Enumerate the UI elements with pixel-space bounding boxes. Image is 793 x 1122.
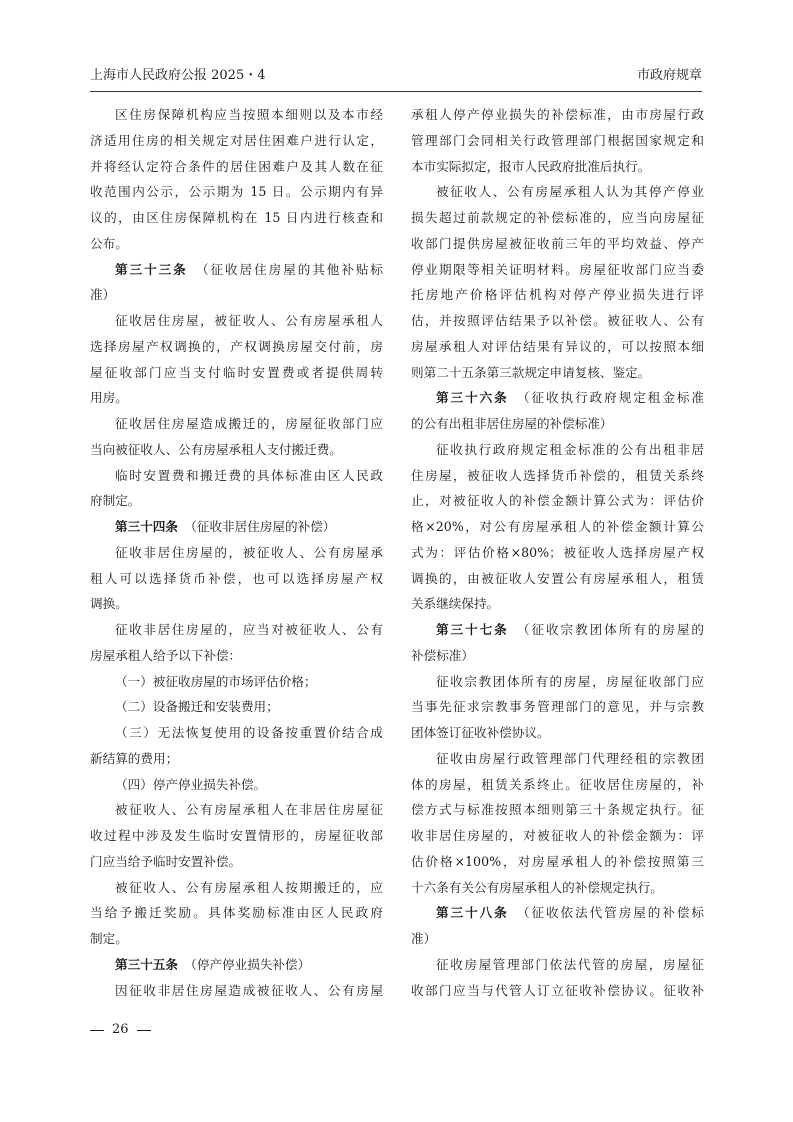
page-footer — [90, 1018, 151, 1042]
line-text: （四）停产停业损失补偿。 — [115, 776, 267, 792]
article-heading-line — [90, 514, 383, 540]
text-line — [90, 643, 383, 669]
right-text-column — [411, 102, 704, 1003]
text-line — [90, 772, 383, 798]
line-text: 征收居住房屋造成搬迁的，房屋征收部门应 — [115, 416, 383, 431]
line-text: 体的房屋，租赁关系终止。征收居住房屋的，补 — [411, 776, 704, 792]
article-heading-line — [411, 900, 704, 926]
text-line — [90, 308, 383, 334]
line-text: 准） — [90, 287, 116, 303]
line-text: 被征收人、公有房屋承租人认为其停产停业 — [436, 184, 704, 200]
line-text: 因征收非居住房屋造成被征收人、公有房屋 — [115, 982, 383, 998]
article-heading-line — [411, 617, 704, 643]
line-text: 当给予搬迁奖励。具体奖励标准由区人民政府 — [90, 905, 383, 921]
line-text: 准） — [411, 931, 437, 946]
line-text: （停产停业损失补偿） — [177, 956, 311, 972]
text-line — [411, 514, 704, 540]
line-text: 议的，由区住房保障机构在 15 日内进行核查和 — [90, 210, 383, 225]
line-text: 调换。 — [90, 596, 128, 612]
line-text: 收过程中涉及发生临时安置情形的，房屋征收部 — [90, 828, 383, 843]
article-number: 第三十六条 — [436, 390, 509, 406]
text-line — [411, 360, 704, 386]
line-text: 十六条有关公有房屋承租人的补偿规定执行。 — [411, 879, 663, 895]
text-line — [90, 694, 383, 720]
line-text: （征收非居住房屋的补偿） — [177, 519, 336, 534]
text-line — [411, 875, 704, 901]
line-text: 止，对被征收人的补偿金额计算公式为：评估价 — [411, 493, 704, 509]
line-text: 补偿标准） — [411, 647, 474, 663]
article-heading-line — [90, 257, 383, 283]
article-number: 第三十三条 — [115, 261, 188, 277]
line-text: 征收非居住房屋的，应当对被征收人、公有 — [115, 622, 383, 637]
line-text: 房屋承租人对评估结果有异议的，可以按照本细 — [411, 338, 704, 354]
text-line — [90, 360, 383, 386]
line-text: 济适用住房的相关规定对居住困难户进行认定， — [90, 132, 383, 148]
line-text: 被征收人、公有房屋承租人按期搬迁的，应 — [115, 879, 383, 895]
line-text: 征收居住房屋，被征收人、公有房屋承租人 — [115, 313, 383, 328]
article-number: 第三十八条 — [436, 905, 509, 921]
line-text: 征收房屋管理部门依法代管的房屋，房屋征 — [436, 956, 704, 972]
footer-dash-right — [137, 1030, 151, 1031]
text-line — [90, 900, 383, 926]
text-line — [90, 411, 383, 437]
line-text: 则第二十五条第三款规定申请复核、鉴定。 — [411, 364, 651, 380]
line-text: 停业期限等相关证明材料。房屋征收部门应当委 — [411, 261, 704, 277]
text-line — [411, 308, 704, 334]
footer-dash-left — [90, 1030, 104, 1031]
text-line — [90, 205, 383, 231]
text-line — [90, 591, 383, 617]
line-text: 公布。 — [90, 235, 128, 251]
text-line — [90, 797, 383, 823]
text-line — [411, 566, 704, 592]
text-line — [90, 540, 383, 566]
line-text: 收非居住房屋的，对被征收人的补偿金额为：评 — [411, 828, 704, 843]
line-text: 用房。 — [90, 390, 128, 406]
line-text: 估价格×100%，对房屋承租人的补偿按照第三 — [411, 853, 704, 869]
line-text: 征收宗教团体所有的房屋，房屋征收部门应 — [436, 673, 704, 689]
text-line — [411, 411, 704, 437]
line-text: 托房地产价格评估机构对停产停业损失进行评 — [411, 287, 704, 303]
line-text: 当事先征求宗教事务管理部门的意见，并与宗教 — [411, 699, 704, 715]
line-text: 选择房屋产权调换的，产权调换房屋交付前，房 — [90, 338, 383, 354]
publication-title: 上海市人民政府公报 2025・4 — [90, 68, 266, 83]
text-line — [90, 746, 383, 772]
text-line — [411, 823, 704, 849]
text-line — [411, 179, 704, 205]
line-text: 被征收人、公有房屋承租人在非居住房屋征 — [115, 802, 383, 818]
text-line — [411, 591, 704, 617]
text-line — [411, 231, 704, 257]
text-line — [411, 205, 704, 231]
line-text: 租人可以选择货币补偿，也可以选择房屋产权 — [90, 570, 383, 586]
text-line — [411, 926, 704, 952]
text-line — [90, 463, 383, 489]
line-text: 收范围内公示，公示期为 15 日。公示期内有异 — [90, 184, 383, 200]
header-divider — [90, 91, 702, 92]
line-text: 房屋承租人给予以下补偿： — [90, 647, 242, 663]
line-text: 住房屋，被征收人选择货币补偿的，租赁关系终 — [411, 467, 704, 483]
text-line — [411, 746, 704, 772]
text-line — [90, 823, 383, 849]
line-text: 征收由房屋行政管理部门代理经租的宗教团 — [436, 750, 704, 766]
line-text: （一）被征收房屋的市场评估价格； — [115, 673, 317, 689]
section-title: 市政府规章 — [636, 68, 702, 83]
text-line — [411, 669, 704, 695]
line-text: 征收执行政府规定租金标准的公有出租非居 — [436, 441, 704, 457]
line-text: 本市实际拟定，报市人民政府批准后执行。 — [411, 158, 651, 174]
text-line — [411, 540, 704, 566]
line-text: 损失超过前款规定的补偿标准的，应当向房屋征 — [411, 210, 704, 225]
line-text: 管理部门会同相关行政管理部门根据国家规定和 — [411, 132, 704, 148]
text-line — [90, 669, 383, 695]
text-line — [90, 282, 383, 308]
text-line — [411, 128, 704, 154]
text-line — [411, 282, 704, 308]
article-heading-line — [90, 952, 383, 978]
text-line — [411, 463, 704, 489]
line-text: 承租人停产停业损失的补偿标准，由市房屋行政 — [411, 107, 704, 122]
text-line — [411, 488, 704, 514]
text-line — [411, 797, 704, 823]
text-line — [90, 102, 383, 128]
text-line — [90, 334, 383, 360]
line-text: 新结算的费用； — [90, 750, 179, 766]
line-text: （征收居住房屋的其他补贴标 — [187, 261, 383, 277]
line-text: （征收依法代管房屋的补偿标 — [508, 905, 704, 921]
line-text: （征收执行政府规定租金标准 — [508, 390, 704, 406]
line-text: 制定。 — [90, 931, 128, 946]
text-line — [90, 128, 383, 154]
line-text: 征收非居住房屋的，被征收人、公有房屋承 — [115, 544, 383, 560]
text-line — [411, 849, 704, 875]
article-heading-line — [411, 385, 704, 411]
line-text: 收部门应当与代管人订立征收补偿协议。征收补 — [411, 982, 704, 998]
text-line — [90, 488, 383, 514]
text-line — [90, 231, 383, 257]
running-header — [90, 64, 702, 88]
line-text: 屋征收部门应当支付临时安置费或者提供周转 — [90, 364, 383, 380]
text-line — [90, 385, 383, 411]
article-number: 第三十七条 — [436, 622, 509, 637]
text-line — [90, 849, 383, 875]
text-line — [411, 437, 704, 463]
article-number: 第三十五条 — [115, 956, 178, 972]
text-line — [411, 102, 704, 128]
text-line — [411, 978, 704, 1004]
line-text: 的公有出租非居住房屋的补偿标准） — [411, 416, 613, 431]
text-line — [411, 643, 704, 669]
line-text: 当向被征收人、公有房屋承租人支付搬迁费。 — [90, 441, 342, 457]
text-line — [411, 720, 704, 746]
text-line — [90, 720, 383, 746]
line-text: 区住房保障机构应当按照本细则以及本市经 — [115, 107, 383, 122]
text-line — [411, 772, 704, 798]
line-text: 估，并按照评估结果予以补偿。被征收人、公有 — [411, 313, 704, 328]
article-number: 第三十四条 — [115, 519, 178, 534]
left-text-column — [90, 102, 383, 1003]
text-line — [411, 952, 704, 978]
text-line — [411, 334, 704, 360]
text-line — [90, 566, 383, 592]
line-text: 门应当给予临时安置补偿。 — [90, 853, 242, 869]
line-text: 偿方式与标准按照本细则第三十条规定执行。征 — [411, 802, 704, 818]
text-line — [90, 617, 383, 643]
text-line — [411, 154, 704, 180]
line-text: （二）设备搬迁和安装费用； — [115, 699, 279, 715]
text-line — [90, 154, 383, 180]
line-text: 关系继续保持。 — [411, 596, 500, 612]
line-text: 调换的，由被征收人安置公有房屋承租人，租赁 — [411, 570, 704, 586]
text-line — [90, 875, 383, 901]
text-line — [411, 257, 704, 283]
text-line — [90, 926, 383, 952]
line-text: （三）无法恢复使用的设备按重置价结合成 — [115, 725, 383, 740]
text-line — [90, 437, 383, 463]
line-text: 格×20%，对公有房屋承租人的补偿金额计算公 — [411, 519, 704, 534]
text-line — [411, 694, 704, 720]
line-text: 临时安置费和搬迁费的具体标准由区人民政 — [115, 467, 383, 483]
line-text: 式为：评估价格×80%；被征收人选择房屋产权 — [411, 544, 704, 560]
page-number: 26 — [112, 1022, 129, 1037]
text-line — [90, 179, 383, 205]
line-text: 并将经认定符合条件的居住困难户及其人数在征 — [90, 158, 383, 174]
line-text: （征收宗教团体所有的房屋的 — [508, 622, 704, 637]
line-text: 团体签订征收补偿协议。 — [411, 725, 550, 740]
line-text: 收部门提供房屋被征收前三年的平均效益、停产 — [411, 235, 704, 251]
line-text: 府制定。 — [90, 493, 141, 509]
text-line — [90, 978, 383, 1004]
